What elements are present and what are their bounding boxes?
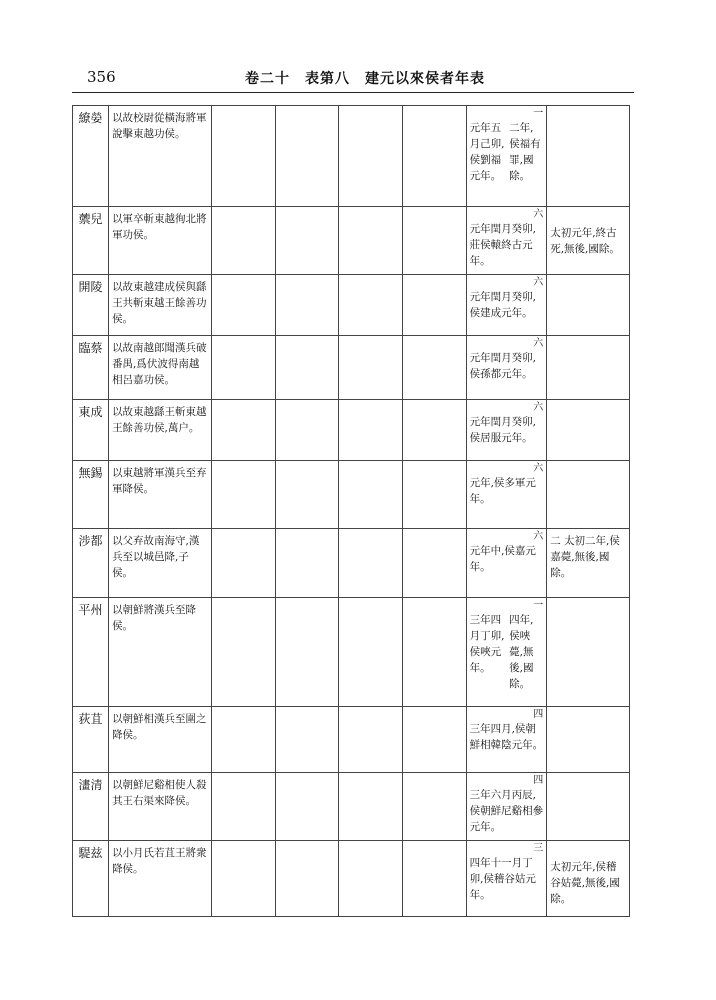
marquis-name: 開陵 <box>73 275 109 336</box>
period-text: 元年閏月癸卯,侯建成元年。 <box>469 291 536 319</box>
empty-cell <box>211 336 275 400</box>
header-rule <box>72 92 634 93</box>
table-row <box>73 707 630 773</box>
page-number: 356 <box>87 68 116 86</box>
table-row <box>73 106 630 207</box>
empty-cell <box>339 707 403 773</box>
year-count: 六 <box>533 402 544 413</box>
year-count: 三 <box>533 843 544 854</box>
empty-cell <box>339 529 403 598</box>
empty-cell <box>275 336 339 400</box>
empty-cell <box>211 773 275 841</box>
empty-cell <box>275 598 339 707</box>
empty-cell <box>275 461 339 529</box>
taichu-cell <box>547 773 630 841</box>
period-text: 元年閏月癸卯,侯居服元年。 <box>469 416 536 444</box>
empty-cell <box>275 841 339 917</box>
period-text: 元年閏月癸卯,侯孫都元年。 <box>469 352 536 380</box>
empty-cell <box>211 598 275 707</box>
empty-cell <box>211 707 275 773</box>
taichu-cell <box>547 461 630 529</box>
table-row <box>73 207 630 275</box>
empty-cell <box>211 841 275 917</box>
empty-cell <box>402 106 466 207</box>
merit-text: 以故東越建成侯與繇王共斬東越王餘善功侯。 <box>109 275 212 336</box>
table-row <box>73 275 630 336</box>
marquis-name: 涉都 <box>73 529 109 598</box>
empty-cell <box>275 275 339 336</box>
year-count: 六 <box>533 463 544 474</box>
year-count: 六 <box>533 209 544 220</box>
taichu-cell: 太初元年,終古死,無後,國除。 <box>547 207 630 275</box>
empty-cell <box>339 461 403 529</box>
empty-cell <box>339 207 403 275</box>
period-text: 元年中,侯嘉元年。 <box>469 545 536 573</box>
year-count: 六 <box>533 277 544 288</box>
empty-cell <box>402 461 466 529</box>
year-count: 六 <box>533 338 544 349</box>
taichu-cell: 二 太初二年,侯嘉薨,無後,國除。 <box>547 529 630 598</box>
empty-cell <box>211 529 275 598</box>
marquis-name: 澅清 <box>73 773 109 841</box>
period-cell <box>466 707 547 773</box>
period-cell <box>466 275 547 336</box>
empty-cell <box>211 106 275 207</box>
table-row <box>73 461 630 529</box>
merit-text: 以朝鮮將漢兵至降侯。 <box>109 598 212 707</box>
period-text: 三年六月丙辰,侯朝鮮尼谿相參元年。 <box>469 789 544 833</box>
taichu-cell <box>547 275 630 336</box>
table-row <box>73 529 630 598</box>
merit-text: 以父弃故南海守,漢兵至以城邑降,子侯。 <box>109 529 212 598</box>
year-count: 一 <box>533 108 544 119</box>
empty-cell <box>339 400 403 461</box>
merit-text: 以小月氏若苴王將衆降侯。 <box>109 841 212 917</box>
taichu-cell <box>547 598 630 707</box>
empty-cell <box>211 207 275 275</box>
period-text: 元年閏月癸卯,莊侯轅終古元年。 <box>469 223 536 267</box>
marquis-name: 蘌兒 <box>73 207 109 275</box>
marquis-name: 騠兹 <box>73 841 109 917</box>
empty-cell <box>402 400 466 461</box>
period-text-right: 二年,侯福有罪,國除。 <box>509 122 541 182</box>
period-text-left: 三年四月丁卯,侯唊元年。 <box>469 614 505 674</box>
taichu-cell: 太初元年,侯稽谷姑薨,無後,國除。 <box>547 841 630 917</box>
merit-text: 以軍卒斬東越徇北將軍功侯。 <box>109 207 212 275</box>
merit-text: 以東越將軍漢兵至弃軍降侯。 <box>109 461 212 529</box>
empty-cell <box>402 275 466 336</box>
year-count: 一 <box>533 600 544 611</box>
taichu-cell <box>547 707 630 773</box>
marquis-name: 無錫 <box>73 461 109 529</box>
empty-cell <box>402 529 466 598</box>
period-text-left: 元年五月己卯,侯劉福元年。 <box>469 122 505 182</box>
marquis-name: 荻苴 <box>73 707 109 773</box>
merit-text: 以故校尉從橫海將軍說擊東越功侯。 <box>109 106 212 207</box>
taichu-cell <box>547 106 630 207</box>
empty-cell <box>339 598 403 707</box>
empty-cell <box>339 336 403 400</box>
empty-cell <box>339 275 403 336</box>
empty-cell <box>339 773 403 841</box>
empty-cell <box>211 275 275 336</box>
period-cell <box>466 773 547 841</box>
table-row <box>73 336 630 400</box>
table-row <box>73 400 630 461</box>
empty-cell <box>275 106 339 207</box>
empty-cell <box>402 773 466 841</box>
empty-cell <box>339 841 403 917</box>
taichu-cell <box>547 400 630 461</box>
empty-cell <box>211 400 275 461</box>
merit-text: 以故南越郎聞漢兵破番禺,爲伏波得南越相呂嘉功侯。 <box>109 336 212 400</box>
empty-cell <box>275 207 339 275</box>
marquis-name: 繚嫈 <box>73 106 109 207</box>
merit-text: 以朝鮮尼谿相使人殺其王右渠來降侯。 <box>109 773 212 841</box>
empty-cell <box>275 400 339 461</box>
empty-cell <box>275 773 339 841</box>
marquis-name: 臨蔡 <box>73 336 109 400</box>
period-cell <box>466 207 547 275</box>
empty-cell <box>275 707 339 773</box>
empty-cell <box>402 707 466 773</box>
merit-text: 以朝鮮相漢兵至圍之降侯。 <box>109 707 212 773</box>
period-cell <box>466 461 547 529</box>
period-text: 元年,侯多軍元年。 <box>469 477 536 505</box>
empty-cell <box>402 841 466 917</box>
running-header: 卷二十 表第八 建元以來侯者年表 <box>245 71 485 87</box>
table-row <box>73 598 630 707</box>
table-row <box>73 841 630 917</box>
year-count: 四 <box>533 709 544 720</box>
marquis-name: 東成 <box>73 400 109 461</box>
empty-cell <box>402 207 466 275</box>
period-text: 三年四月,侯朝鮮相韓陰元年。 <box>469 723 544 751</box>
merit-text: 以故東越繇王斬東越王餘善功侯,萬户。 <box>109 400 212 461</box>
empty-cell <box>339 106 403 207</box>
year-count: 四 <box>533 775 544 786</box>
period-cell <box>466 336 547 400</box>
table-row <box>73 773 630 841</box>
year-count: 六 <box>533 531 544 542</box>
period-text-right: 四年,侯唊薨,無後,國除。 <box>509 614 534 690</box>
period-cell <box>466 841 547 917</box>
empty-cell <box>402 598 466 707</box>
empty-cell <box>402 336 466 400</box>
period-text: 四年十一月丁卯,侯稽谷姑元年。 <box>469 857 536 901</box>
period-cell <box>466 598 547 707</box>
marquis-name: 平州 <box>73 598 109 707</box>
empty-cell <box>275 529 339 598</box>
empty-cell <box>211 461 275 529</box>
period-cell <box>466 529 547 598</box>
period-cell <box>466 106 547 207</box>
period-cell <box>466 400 547 461</box>
marquis-table <box>72 105 630 917</box>
taichu-cell <box>547 336 630 400</box>
